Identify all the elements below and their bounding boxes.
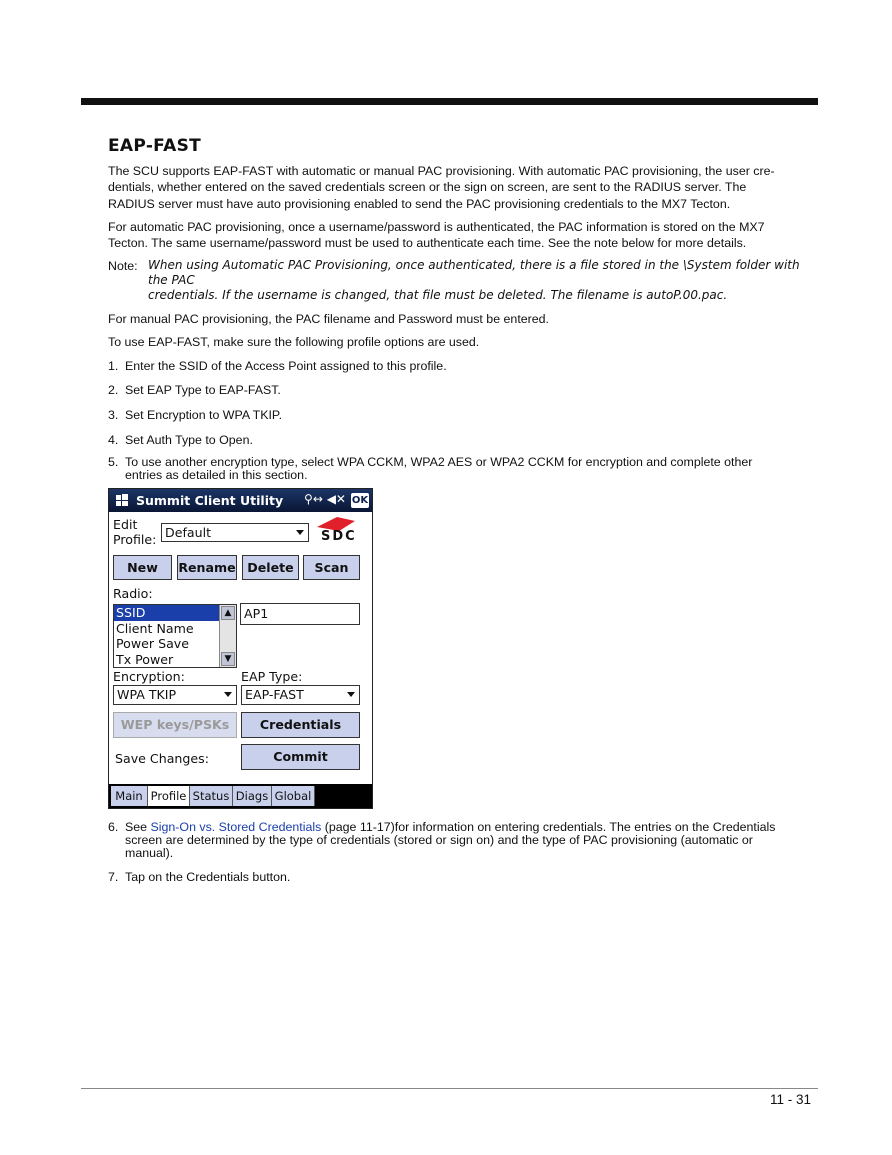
bottom-rule [81, 1088, 818, 1089]
eap-type-label: EAP Type: [241, 669, 303, 684]
note-text: When using Automatic PAC Provisioning, once authenticated, there is a file stored in the \System folder with the PAC credentials. If the username is changed, that file must be deleted. The filename is autoP.00.pac. [148, 258, 800, 303]
chevron-down-icon [347, 692, 355, 697]
scrollbar[interactable] [219, 605, 236, 667]
list-item: 3. Set Encryption to WPA TKIP. [108, 408, 283, 423]
wep-keys-button[interactable]: WEP keys/PSKs [113, 712, 237, 738]
steps-list [108, 358, 816, 483]
steps-continued [108, 821, 816, 893]
scroll-down-icon[interactable]: ▼ [221, 652, 235, 666]
sdc-logo: SDC [315, 515, 363, 545]
windows-start-icon[interactable] [115, 493, 129, 507]
new-button[interactable]: New [113, 555, 172, 580]
note [108, 258, 816, 303]
tab-profile[interactable]: Profile [148, 786, 190, 806]
profile-select[interactable]: Default [161, 523, 309, 542]
connectivity-volume-icons[interactable]: ⚲↔ ◀✕ [304, 492, 346, 506]
scan-button[interactable]: Scan [303, 555, 360, 580]
page-number: 11 - 31 [769, 1092, 811, 1107]
list-item: 1. Enter the SSID of the Access Point assigned to this profile. [108, 358, 447, 373]
section-title: EAP-FAST [108, 136, 202, 156]
title-bar [109, 489, 372, 512]
delete-button[interactable]: Delete [242, 555, 299, 580]
main-content [108, 138, 816, 491]
list-item: 4. Set Auth Type to Open. [108, 432, 253, 447]
paragraph-manual-pac: For manual PAC provisioning, the PAC filename and Password must be entered. [108, 312, 550, 327]
ok-button[interactable]: OK [351, 495, 369, 506]
chevron-down-icon [224, 692, 232, 697]
rename-button[interactable]: Rename [177, 555, 237, 580]
ssid-input[interactable]: AP1 [240, 603, 360, 625]
credentials-button[interactable]: Credentials [241, 712, 360, 738]
commit-button[interactable]: Commit [241, 744, 360, 770]
tab-status[interactable]: Status [190, 786, 233, 806]
app-title: Summit Client Utility [136, 493, 284, 508]
list-item[interactable]: Power Save [116, 636, 189, 651]
steps-list-continued [108, 821, 816, 885]
chevron-down-icon [296, 530, 304, 535]
edit-profile-label: Edit Profile: [113, 517, 157, 547]
tab-main[interactable]: Main [111, 786, 148, 806]
encryption-label: Encryption: [113, 669, 185, 684]
paragraph-auto-pac-intro: The SCU supports EAP-FAST with automatic or manual PAC provisioning. With automatic PAC provisioning, the user cre- dentials, whether entered on the saved credentials screen or the sign on screen, are sent to the RADIUS server. The RADIUS server must have auto provisioning enabled to send the PAC provisioning credentials to the MX7 Tecton. [108, 164, 775, 211]
list-item[interactable]: Tx Power [116, 651, 174, 667]
device-screenshot [108, 488, 373, 809]
encryption-select[interactable]: WPA TKIP [113, 685, 237, 705]
list-item[interactable]: Client Name [116, 620, 194, 636]
tab-bar [109, 784, 372, 808]
radio-settings-list[interactable] [113, 604, 237, 668]
paragraph-auto-pac-details: For automatic PAC provisioning, once a username/password is authenticated, the PAC information is stored on the MX7 Tecton. The same username/password must be used to authenticate each time. See the note below for more details. [108, 219, 765, 251]
sign-on-stored-credentials-link[interactable]: Sign-On vs. Stored Credentials [150, 820, 322, 834]
top-rule [81, 98, 818, 105]
list-item: 5. To use another encryption type, select WPA CCKM, WPA2 AES or WPA2 CCKM for encryption and complete other entries as detailed in this section. [108, 455, 753, 483]
paragraph-profile-options: To use EAP-FAST, make sure the following profile options are used. [108, 335, 480, 350]
list-item[interactable]: SSID [114, 605, 236, 621]
scroll-up-icon[interactable]: ▲ [221, 606, 235, 620]
list-item: 6. See Sign-On vs. Stored Credentials (page 11-17)for information on entering credentials. The entries on the Credentials screen are determined by the type of credentials (stored or sign on) and the type of PAC provisioning (automatic or manual). [108, 820, 776, 860]
eap-type-select[interactable]: EAP-FAST [241, 685, 360, 705]
list-item: 7. Tap on the Credentials button. [108, 869, 291, 884]
note-label: Note: [108, 259, 138, 274]
radio-label: Radio: [113, 586, 153, 601]
save-changes-label: Save Changes: [115, 751, 209, 766]
tab-diags[interactable]: Diags [233, 786, 272, 806]
tab-global[interactable]: Global [272, 786, 315, 806]
list-item: 2. Set EAP Type to EAP-FAST. [108, 383, 281, 398]
